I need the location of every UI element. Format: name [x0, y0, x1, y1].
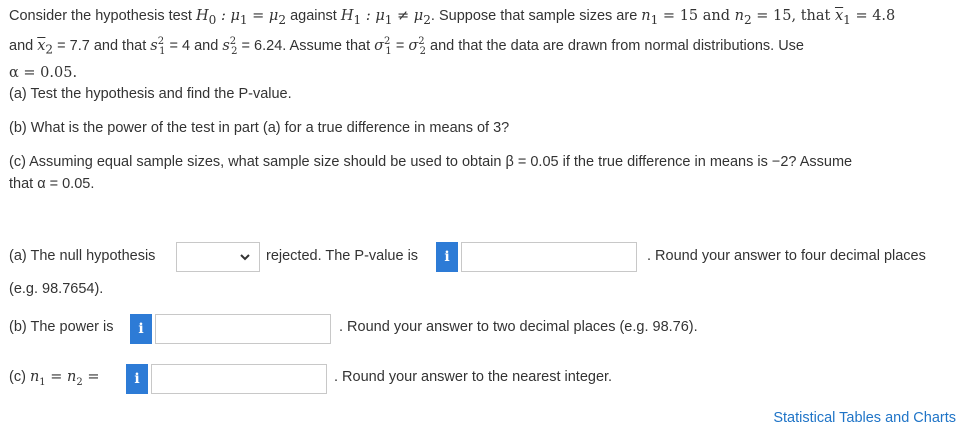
- answer-a-hint-line-2: (e.g. 98.7654).: [9, 281, 104, 297]
- null-hypothesis-select[interactable]: [176, 242, 260, 272]
- question-a: (a) Test the hypothesis and find the P-value.: [9, 86, 292, 102]
- answer-c-label: (c) $n_1 = n_2$ =: [9, 369, 100, 388]
- power-input[interactable]: [155, 314, 331, 344]
- chevron-down-icon: [239, 251, 251, 263]
- answer-a-mid-text: rejected. The P-value is: [266, 248, 419, 264]
- info-icon[interactable]: i: [130, 314, 152, 344]
- question-c-line-2: that α = 0.05.: [9, 176, 95, 192]
- answer-a-label: (a) The null hypothesis: [9, 248, 156, 264]
- answer-a-hint: . Round your answer to four decimal places: [647, 248, 926, 264]
- answer-c-hint: . Round your answer to the nearest integer.: [334, 369, 613, 385]
- p-value-input[interactable]: [461, 242, 637, 272]
- problem-line-3: α = 0.05.: [9, 64, 78, 81]
- statistical-tables-link[interactable]: Statistical Tables and Charts: [773, 410, 956, 426]
- question-c-line-1: (c) Assuming equal sample sizes, what sample size should be used to obtain β = 0.05 if the true difference in means is −2? Assume: [9, 154, 853, 170]
- problem-line-2: and $\overline{x}_2 = 7.7$ and that $s^2_1 = 4$ and $s^2_2 = 6.24$. Assume that $\sigma^2_1 = \sigma^2_2$ and that the data are drawn from normal distributions. Use: [9, 36, 804, 58]
- info-icon[interactable]: i: [436, 242, 458, 272]
- answer-b-hint: . Round your answer to two decimal places (e.g. 98.76).: [339, 319, 698, 335]
- info-icon[interactable]: i: [126, 364, 148, 394]
- answer-b-label: (b) The power is: [9, 319, 114, 335]
- problem-line-1: Consider the hypothesis test $H_0$ : $\mu_1 = \mu_2$ against $H_1$ : $\mu_1 \ne \mu_2$. Suppose that sample sizes are $n_1 = 15$ and $n_2 = 15$, that $\overline{x}_1 = 4.8$: [9, 8, 896, 27]
- sample-size-input[interactable]: [151, 364, 327, 394]
- question-b: (b) What is the power of the test in part (a) for a true difference in means of 3?: [9, 120, 510, 136]
- problem-statement: [9, 6, 959, 84]
